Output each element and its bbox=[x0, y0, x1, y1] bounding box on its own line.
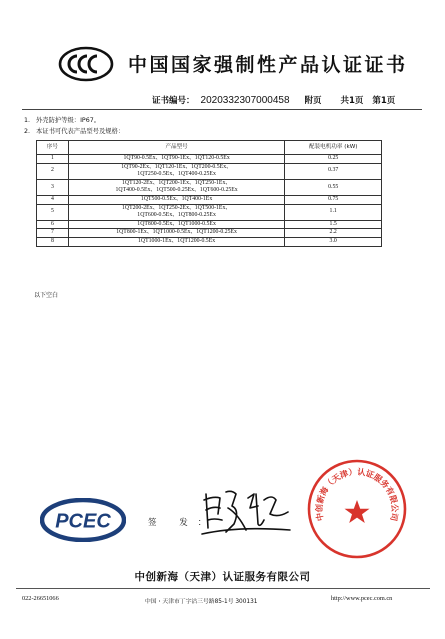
table-row bbox=[37, 155, 382, 164]
row-models bbox=[68, 229, 285, 238]
row-models bbox=[68, 237, 285, 246]
row-number: 1 bbox=[37, 155, 69, 164]
row-number: 8 bbox=[37, 237, 69, 246]
row-models bbox=[68, 204, 285, 220]
row-number: 2 bbox=[37, 163, 69, 179]
model-line: 1QT120-2Ex、1QT200-1Ex、1QT250-1Ex、 bbox=[122, 179, 232, 186]
row-power: 0.25 bbox=[285, 155, 382, 164]
issuing-organization: 中创新海（天津）认证服务有限公司 bbox=[134, 571, 311, 583]
row-number: 3 bbox=[37, 179, 69, 195]
row-power: 2.2 bbox=[285, 229, 382, 238]
table-row bbox=[37, 220, 382, 229]
model-line: 1QT90-2Ex、1QT120-1Ex、1QT200-0.5Ex、 bbox=[121, 163, 232, 170]
model-line: 1QT500-0.5Ex、1QT400-1Ex bbox=[140, 195, 213, 202]
cert-no-label: 证书编号： bbox=[152, 96, 195, 106]
item-number: 1. bbox=[24, 117, 31, 124]
row-number: 6 bbox=[37, 220, 69, 229]
col-header-model: 产品型号 bbox=[68, 141, 285, 155]
table-row bbox=[37, 204, 382, 220]
attachment-label: 附页 bbox=[304, 96, 322, 106]
item-number: 2. bbox=[24, 128, 31, 135]
model-line: 1QT800-1Ex、1QT1000-0.5Ex、1QT1200-0.25Ex bbox=[116, 229, 237, 236]
page-number: 第1页 bbox=[372, 96, 396, 106]
table-row bbox=[37, 163, 382, 179]
footer-divider bbox=[16, 588, 430, 589]
item-text: 本证书可代表产品型号及规格： bbox=[36, 128, 125, 135]
table-row bbox=[37, 237, 382, 246]
model-line: 1QT250-0.5Ex、1QT400-0.25Ex bbox=[137, 171, 216, 178]
cert-no-value: 2020332307000458 bbox=[200, 95, 290, 106]
total-pages: 共1页 bbox=[340, 96, 364, 106]
row-models bbox=[68, 163, 285, 179]
model-line: 1QT1000-1Ex、1QT1200-0.5Ex bbox=[138, 237, 216, 244]
seal-star-icon bbox=[345, 500, 370, 523]
item-models bbox=[24, 126, 124, 135]
col-header-no: 序号 bbox=[37, 141, 69, 155]
row-models bbox=[68, 179, 285, 195]
row-power: 0.55 bbox=[285, 179, 382, 195]
row-models bbox=[68, 220, 285, 229]
model-line: 1QT90-0.5Ex、1QT90-1Ex、1QT120-0.5Ex bbox=[123, 155, 230, 161]
seal-text: 中创新海（天津）认证服务有限公司 bbox=[313, 466, 401, 522]
ccc-logo bbox=[58, 46, 114, 82]
model-line: 1QT200-2Ex、1QT250-2Ex、1QT500-1Ex、 bbox=[122, 204, 232, 211]
row-power: 0.37 bbox=[285, 163, 382, 179]
pcec-logo-text: PCEC bbox=[55, 510, 111, 533]
row-power: 1.1 bbox=[285, 204, 382, 220]
model-line: 1QT600-0.5Ex、1QT800-0.25Ex bbox=[137, 212, 216, 219]
table-row bbox=[37, 195, 382, 204]
model-line: 1QT800-0.5Ex、1QT1000-0.5Ex bbox=[137, 220, 216, 227]
certificate-title: 中国国家强制性产品认证证书 bbox=[128, 54, 408, 76]
certificate-number-line bbox=[152, 94, 422, 106]
row-number: 5 bbox=[37, 204, 69, 220]
col-header-power: 配装电机功率 (kW) bbox=[285, 141, 382, 155]
row-number: 4 bbox=[37, 195, 69, 204]
footer-phone: 022-26651066 bbox=[22, 595, 59, 602]
blank-note: 以下空白 bbox=[34, 292, 59, 299]
row-power: 1.5 bbox=[285, 220, 382, 229]
row-models bbox=[68, 195, 285, 204]
table-body bbox=[37, 155, 382, 247]
footer-website[interactable]: http://www.pcec.com.cn bbox=[331, 595, 393, 602]
header-divider bbox=[22, 109, 422, 110]
signature bbox=[198, 484, 294, 540]
row-power: 3.0 bbox=[285, 237, 382, 246]
table-row bbox=[37, 229, 382, 238]
model-line: 1QT400-0.5Ex、1QT500-0.25Ex、1QT600-0.25Ex bbox=[115, 187, 238, 194]
table-row bbox=[37, 179, 382, 195]
pcec-logo bbox=[40, 498, 126, 542]
sign-label: 签 发： bbox=[148, 518, 217, 528]
company-seal bbox=[306, 458, 408, 560]
table-header-row bbox=[37, 141, 382, 155]
row-models bbox=[68, 155, 285, 164]
item-protection bbox=[24, 115, 100, 124]
item-text: 外壳防护等级：IP67。 bbox=[36, 117, 101, 124]
row-number: 7 bbox=[37, 229, 69, 238]
row-power: 0.75 bbox=[285, 195, 382, 204]
footer-address: 中国・天津市丁字沽三号路85-1号 300131 bbox=[145, 599, 258, 605]
models-table bbox=[36, 140, 382, 247]
